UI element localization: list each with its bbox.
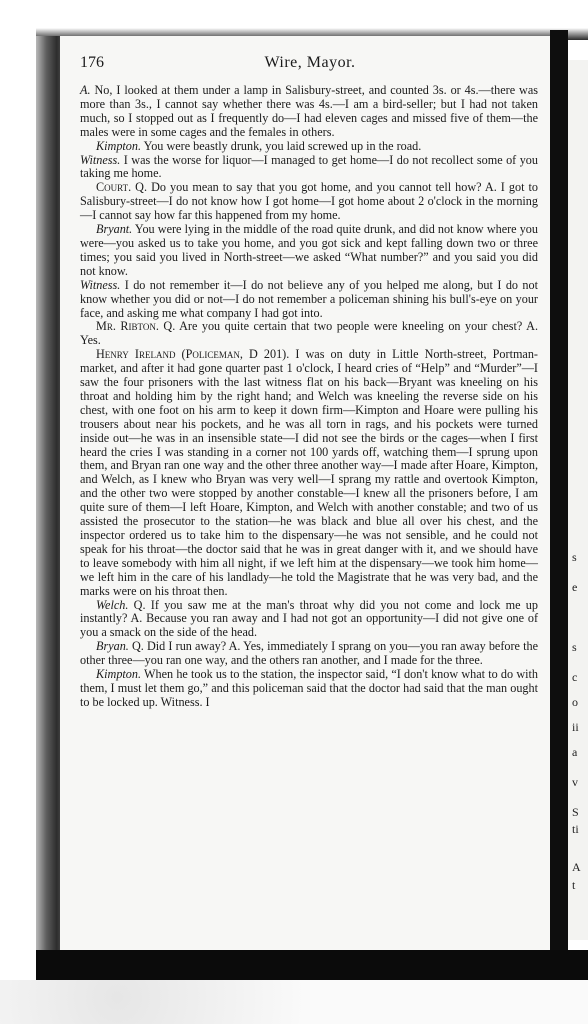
adjacent-fragment: a: [572, 745, 578, 759]
speaker-label: Bryan.: [96, 639, 129, 654]
speaker-label: Witness.: [80, 277, 121, 292]
paragraph-text: Q. Did I run away? A. Yes, immediately I sprang on you—you ran away before the other three—you ran one way, and the others ran another, and I made for the three.: [80, 639, 538, 668]
speaker-label: Kimpton.: [96, 138, 142, 153]
speaker-label: Court.: [96, 180, 132, 195]
paragraph: [80, 599, 538, 641]
speaker-label: A.: [80, 83, 91, 97]
paragraph-text: Q. Do you mean to say that you got home, and you cannot tell how? A. I got to Salisbury-street—I do not know how I got home—I got home about 2 o'clock in the morning—I cannot say how far this happened from my home.: [80, 180, 538, 223]
adjacent-fragment: ti: [572, 822, 579, 836]
adjacent-fragment: A: [572, 860, 581, 874]
page-body: [80, 84, 538, 710]
speaker-label: Henry Ireland (Policeman, D 201).: [96, 347, 290, 362]
paragraph: [80, 279, 538, 321]
paragraph: [80, 320, 538, 348]
page-number: 176: [80, 54, 104, 71]
paragraph-text: I was on duty in Little North-street, Portman-market, and after it had gone quarter past 1 o'clock, I heard cries of “Help” and “Murder”—I saw the four prisoners with the last witness flat on his back—Bryant was kneeling on his throat and holding him by the right hand; and Welch was kneeling the reverse side on his chest, with one foot on his arm to keep it down firm—Kimpton and Hoare were pulling his trousers about near his pockets, and he was all torn in rags, and his pockets were turned inside out—he was in an insensible state—I did not see the birds or the cages—when I first heard the cries I was standing in a corner not 100 yards off, watching them—I sprung upon them, and Bryan ran one way and the other three another way—I made after Hoare, Kimpton, and Welch, as I knew who Bryan was very well—I sprang my rattle and overtook Kimpton, and the other two were stopped by another constable—I knew all the prisoners before, I am quite sure of them—I left Hoare, Kimpton, and Welch with another constable; and two of us assisted the prosecutor to the station—he was black and blue all over his chest, and the inspector ordered us to take him to the dispensary—he was not sensible, and he could not speak for his throat—the doctor said that he was in great danger with it, and we should have to leave somebody with him all night, if we left him at the dispensary—we took him home—we left him in the care of his landlady—he told the Magistrate that he was very bad, and the marks were on his throat then.: [80, 347, 538, 598]
paragraph: [80, 668, 538, 710]
speaker-label: Witness.: [80, 152, 121, 167]
paragraph-text: When he took us to the station, the inspector said, “I don't know what to do with them, I must let them go,” and this policeman said that the doctor had said that the man ought to be locked up. Witness. I: [80, 667, 538, 709]
adjacent-fragment: v: [572, 775, 578, 789]
adjacent-fragment: s: [572, 640, 577, 654]
paragraph: [80, 84, 538, 140]
book-bottom-edge: [36, 950, 588, 980]
adjacent-fragment: c: [572, 670, 578, 684]
paragraph-text: Q. If you saw me at the man's throat why did you not come and lock me up instantly? A. Because you ran away and I had not got an opportunity—I did not give one of you a smack on the side of the head.: [80, 597, 538, 640]
running-head: Wire, Mayor.: [264, 54, 356, 71]
book-gutter: [550, 30, 568, 960]
paragraph-text: I do not remember it—I do not believe any of you helped me along, but I do not know whether you did or not—I do not remember a policeman shining his bull's-eye on your face, and asking me what company I had got into.: [80, 277, 538, 320]
adjacent-page-edge: [568, 60, 588, 940]
paragraph: [80, 348, 538, 598]
adjacent-fragment: e: [572, 580, 578, 594]
paragraph-text: Q. Are you quite certain that two people were kneeling on your chest? A. Yes.: [80, 319, 538, 348]
paragraph-text: You were beastly drunk, you laid screwed up in the road.: [141, 138, 422, 153]
adjacent-fragment: t: [572, 878, 576, 892]
scan-background: [0, 980, 588, 1024]
paragraph-text: I was the worse for liquor—I managed to get home—I do not recollect some of you taking me home.: [80, 152, 538, 181]
speaker-label: Welch.: [96, 597, 129, 612]
paragraph: [80, 640, 538, 668]
paragraph: [80, 223, 538, 279]
speaker-label: Mr. Ribton.: [96, 319, 159, 334]
adjacent-fragment: o: [572, 695, 578, 709]
paragraph: [80, 181, 538, 223]
paragraph-text: No, I looked at them under a lamp in Salisbury-street, and counted 3s. or 4s.—there was more than 3s., I cannot say whether there was 4s.—I am a bird-seller; but I had not taken much, so I stopped out as I frequently do—I had eleven cages and missed five of them—the males were in some cages and the females in others.: [80, 83, 538, 139]
adjacent-fragment: s: [572, 550, 577, 564]
book-spine: [36, 36, 62, 954]
paragraph: [80, 140, 538, 154]
paragraph-text: You were lying in the middle of the road quite drunk, and did not know where you were—you asked us to take you home, and you got sick and kept falling down two or three times; you said you lived in North-street—we asked “What number?” and you said you did not know.: [80, 222, 538, 278]
speaker-label: Kimpton.: [96, 667, 142, 682]
adjacent-fragment: S: [572, 805, 579, 819]
speaker-label: Bryant.: [96, 222, 133, 237]
adjacent-fragment: ii: [572, 720, 579, 734]
paragraph: [80, 154, 538, 182]
page-header: [80, 54, 540, 76]
